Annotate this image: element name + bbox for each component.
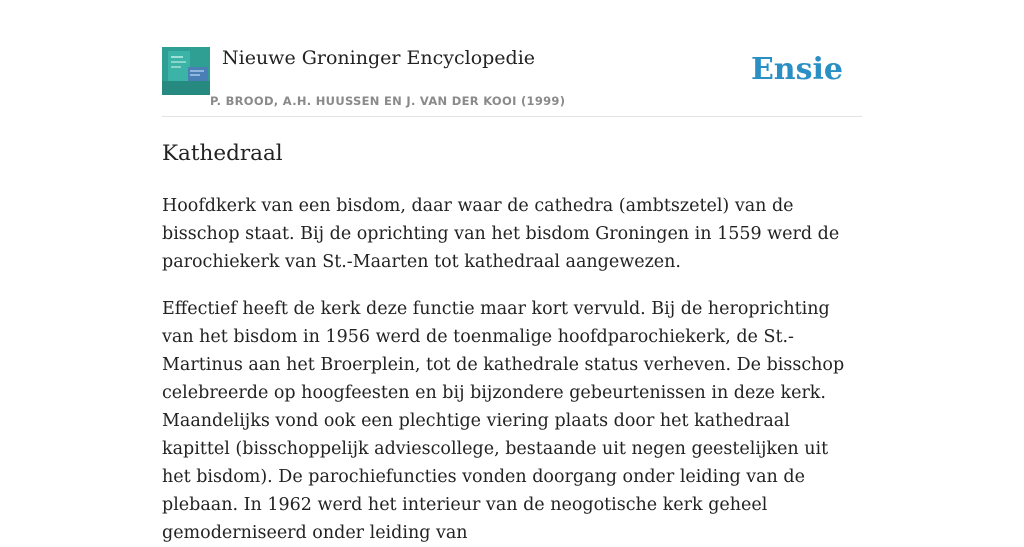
ensie-logo[interactable]: Ensie xyxy=(750,52,843,87)
article-paragraph: Effectief heeft de kerk deze functie maar kort vervuld. Bij de heroprichting van het bisdom in 1956 werd de toenmalige hoofdparochiekerk, de St.-Martinus aan het Broerplein, tot de kathedrale status verheven. De bisschop celebreerde op hoogfeesten en bij bijzondere gebeurtenissen in deze kerk. Maandelijks vond ook een plechtige viering plaats door het kathedraal kapittel (bisschoppelijk adviescollege, bestaande uit negen geestelijken uit het bisdom). De parochiefuncties vonden doorgang onder leiding van de plebaan. In 1962 werd het interieur van de neogotische kerk geheel gemoderniseerd onder leiding van xyxy=(162,299,845,543)
publication-title[interactable]: Nieuwe Groninger Encyclopedie xyxy=(222,47,536,69)
article-title: Kathedraal xyxy=(162,141,283,166)
publication-header xyxy=(162,46,862,117)
publication-authors: P. BROOD, A.H. HUUSSEN EN J. VAN DER KOOI (1999) xyxy=(210,94,566,108)
book-cover-icon[interactable] xyxy=(162,47,210,95)
article-paragraph: Hoofdkerk van een bisdom, daar waar de cathedra (ambtszetel) van de bisschop staat. Bij de oprichting van het bisdom Groningen in 1559 werd de parochiekerk van St.-Maarten tot kathedraal aangewezen. xyxy=(162,196,840,272)
article xyxy=(162,138,862,547)
